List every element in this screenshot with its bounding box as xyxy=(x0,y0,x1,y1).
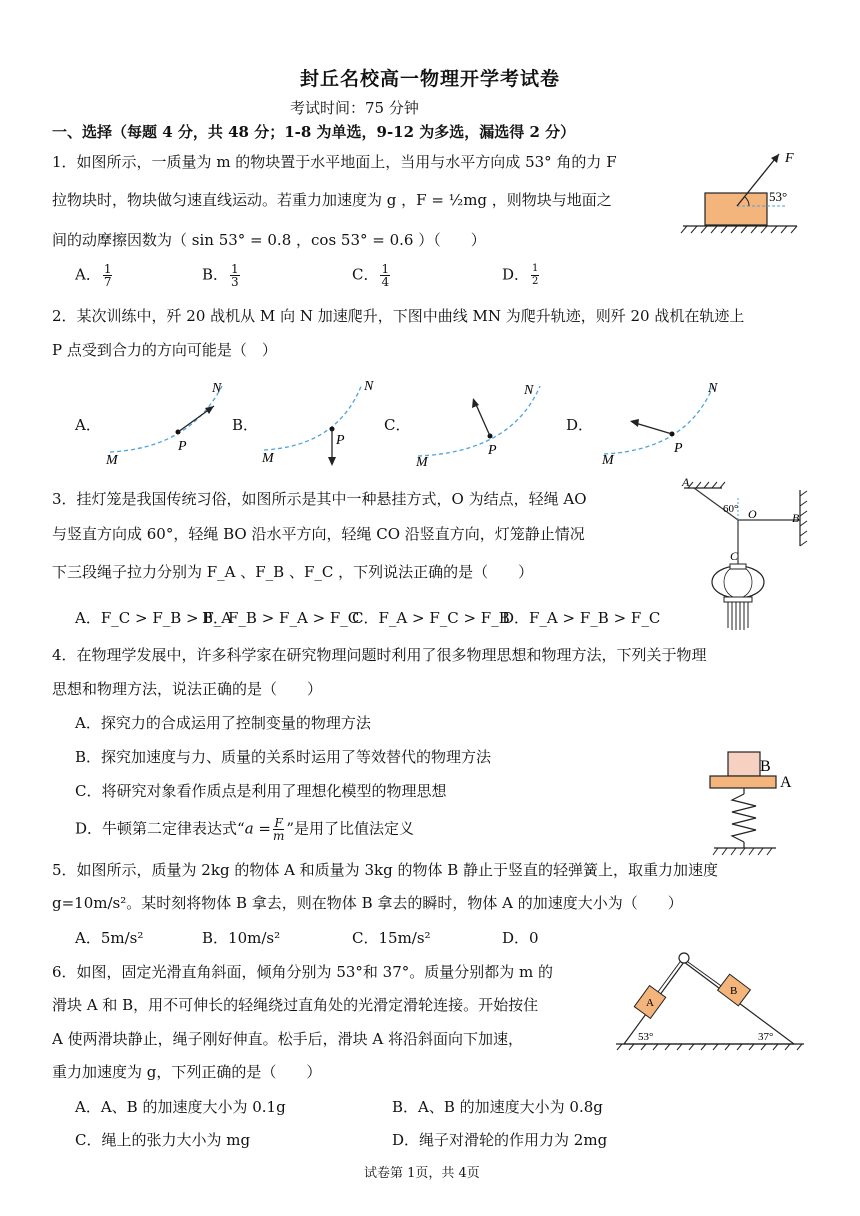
block-a xyxy=(710,776,776,788)
q5-spring-figure xyxy=(700,746,810,861)
q4-line2: 思想和物理方法，说法正确的是（ ） xyxy=(52,680,323,698)
q3-line3: 下三段绳子拉力分别为 F_A 、F_B 、F_C ，下列说法正确的是（ ） xyxy=(52,563,534,581)
svg-text:M: M xyxy=(602,453,614,468)
svg-text:60°: 60° xyxy=(723,503,739,515)
pulley xyxy=(679,953,689,963)
svg-text:A: A xyxy=(780,774,792,791)
q4-option-b[interactable]: B．探究加速度与力、质量的关系时运用了等效替代的物理方法 xyxy=(75,748,492,766)
q2-option-d[interactable]: D． xyxy=(566,416,594,434)
q4-option-a[interactable]: A．探究力的合成运用了控制变量的物理方法 xyxy=(75,714,371,732)
q1-option-d[interactable]: D． $\frac{1}{2}$ xyxy=(502,263,539,287)
q3-line2: 与竖直方向成 60°，轻绳 BO 沿水平方向，轻绳 CO 沿竖直方向，灯笼静止情况 xyxy=(52,525,585,543)
q3-option-d[interactable]: D．F_A > F_B > F_C xyxy=(502,609,661,627)
q3-option-b[interactable]: B．F_B > F_A > F_C xyxy=(202,609,360,627)
q5-line2: g=10m/s²。某时刻将物体 B 拿去，则在物体 B 拿去的瞬时，物体 A 的加速度大小为（ ） xyxy=(52,894,683,912)
q2-figure-a xyxy=(100,374,240,466)
svg-text:B: B xyxy=(792,511,800,525)
trajectory xyxy=(418,386,540,456)
svg-text:A: A xyxy=(646,997,654,1009)
svg-text:O: O xyxy=(748,507,757,521)
q6-incline-figure xyxy=(612,950,808,1055)
q1-line1: 1．如图所示，一质量为 m 的物块置于水平地面上，当用与水平方向成 53° 角的力 F xyxy=(52,153,617,171)
q1-option-a[interactable]: A． $\frac{1}{7}$ xyxy=(75,262,112,289)
svg-text:M: M xyxy=(106,453,118,466)
section-heading: 一、选择（每题 4 分，共 48 分；1-8 为单选，9-12 为多选，漏选得 2 分） xyxy=(52,123,576,141)
svg-text:M: M xyxy=(416,455,428,470)
svg-text:N: N xyxy=(524,383,534,398)
svg-text:B: B xyxy=(730,985,738,997)
page-title: 封丘名校高一物理开学考试卷 xyxy=(300,68,561,90)
trajectory xyxy=(110,386,222,452)
q2-figure-d xyxy=(598,374,738,470)
q2-line2: P 点受到合力的方向可能是（ ） xyxy=(52,341,277,359)
q5-option-a[interactable]: A．5m/s² xyxy=(75,929,144,947)
q4-option-c[interactable]: C．将研究对象看作质点是利用了理想化模型的物理思想 xyxy=(75,782,447,800)
q5-option-b[interactable]: B．10m/s² xyxy=(202,929,281,947)
svg-text:N: N xyxy=(364,379,374,394)
svg-text:P: P xyxy=(178,439,187,454)
q6-line1: 6．如图，固定光滑直角斜面，倾角分别为 53°和 37°。质量分别都为 m 的 xyxy=(52,963,554,981)
svg-text:A: A xyxy=(682,478,690,489)
q5-line1: 5．如图所示，质量为 2kg 的物体 A 和质量为 3kg 的物体 B 静止于竖直的轻弹簧上，取重力加速度 xyxy=(52,861,719,879)
exam-time: 考试时间：75 分钟 xyxy=(290,99,419,117)
page-footer: 试卷第 1页，共 4页 xyxy=(364,1166,480,1181)
svg-text:P: P xyxy=(674,441,683,456)
q6-option-b[interactable]: B．A、B 的加速度大小为 0.8g xyxy=(392,1098,603,1116)
q1-line3: 间的动摩擦因数为（ sin 53° = 0.8 ，cos 53° = 0.6 ）（ ） xyxy=(52,231,486,249)
q1-option-c[interactable]: C． $\frac{1}{4}$ xyxy=(352,262,390,289)
angle-label: 53° xyxy=(769,189,788,204)
q3-lantern-figure xyxy=(680,478,815,636)
svg-text:N: N xyxy=(212,381,222,396)
svg-text:P: P xyxy=(488,443,497,458)
block xyxy=(705,193,767,225)
q4-option-d[interactable]: D．牛顿第二定律表达式“a = $\frac{F}{m}$ ”是用了比值法定义 xyxy=(75,816,415,843)
q6-option-a[interactable]: A．A、B 的加速度大小为 0.1g xyxy=(75,1098,286,1116)
q2-option-b[interactable]: B． xyxy=(232,416,259,434)
q1-option-b[interactable]: B． $\frac{1}{3}$ xyxy=(202,262,239,289)
q3-option-a[interactable]: A．F_C > F_B > F_A xyxy=(75,609,233,627)
svg-text:53°: 53° xyxy=(638,1031,654,1043)
q5-option-c[interactable]: C．15m/s² xyxy=(352,929,431,947)
svg-text:37°: 37° xyxy=(758,1031,774,1043)
svg-text:M: M xyxy=(262,451,274,466)
q2-figure-b xyxy=(258,374,378,470)
q6-line4: 重力加速度为 g，下列正确的是（ ） xyxy=(52,1063,322,1081)
svg-text:C: C xyxy=(730,549,739,563)
q5-option-d[interactable]: D．0 xyxy=(502,929,539,947)
svg-text:N: N xyxy=(708,381,718,396)
q6-option-d[interactable]: D．绳子对滑轮的作用力为 2mg xyxy=(392,1131,608,1149)
force-label: F xyxy=(785,151,794,166)
q6-line2: 滑块 A 和 B，用不可伸长的轻绳绕过直角处的光滑定滑轮连接。开始按住 xyxy=(52,996,539,1014)
q4-line1: 4．在物理学发展中，许多科学家在研究物理问题时利用了很多物理思想和物理方法，下列关于物理 xyxy=(52,646,707,664)
trajectory xyxy=(604,384,714,454)
q1-block-figure xyxy=(675,148,805,236)
q1-line2: 拉物块时，物块做匀速直线运动。若重力加速度为 g ，F = ½mg ，则物块与地面之 xyxy=(52,191,612,209)
q2-option-a[interactable]: A． xyxy=(75,416,101,434)
block-b xyxy=(728,752,760,776)
q2-line1: 2．某次训练中，歼 20 战机从 M 向 N 加速爬升，下图中曲线 MN 为爬升轨迹，则歼 20 战机在轨迹上 xyxy=(52,307,745,325)
q3-line1: 3．挂灯笼是我国传统习俗，如图所示是其中一种悬挂方式，O 为结点，轻绳 AO xyxy=(52,490,587,508)
spring xyxy=(732,794,756,842)
svg-text:P: P xyxy=(336,433,345,448)
q3-option-c[interactable]: C．F_A > F_C > F_B xyxy=(352,609,510,627)
trajectory xyxy=(264,384,362,450)
q2-figure-c xyxy=(412,374,552,470)
q6-line3: A 使两滑块静止，绳子刚好伸直。松手后，滑块 A 将沿斜面向下加速， xyxy=(52,1030,523,1048)
svg-text:B: B xyxy=(760,758,771,775)
q6-option-c[interactable]: C．绳上的张力大小为 mg xyxy=(75,1131,251,1149)
q2-option-c[interactable]: C． xyxy=(384,416,411,434)
lantern xyxy=(712,566,764,598)
